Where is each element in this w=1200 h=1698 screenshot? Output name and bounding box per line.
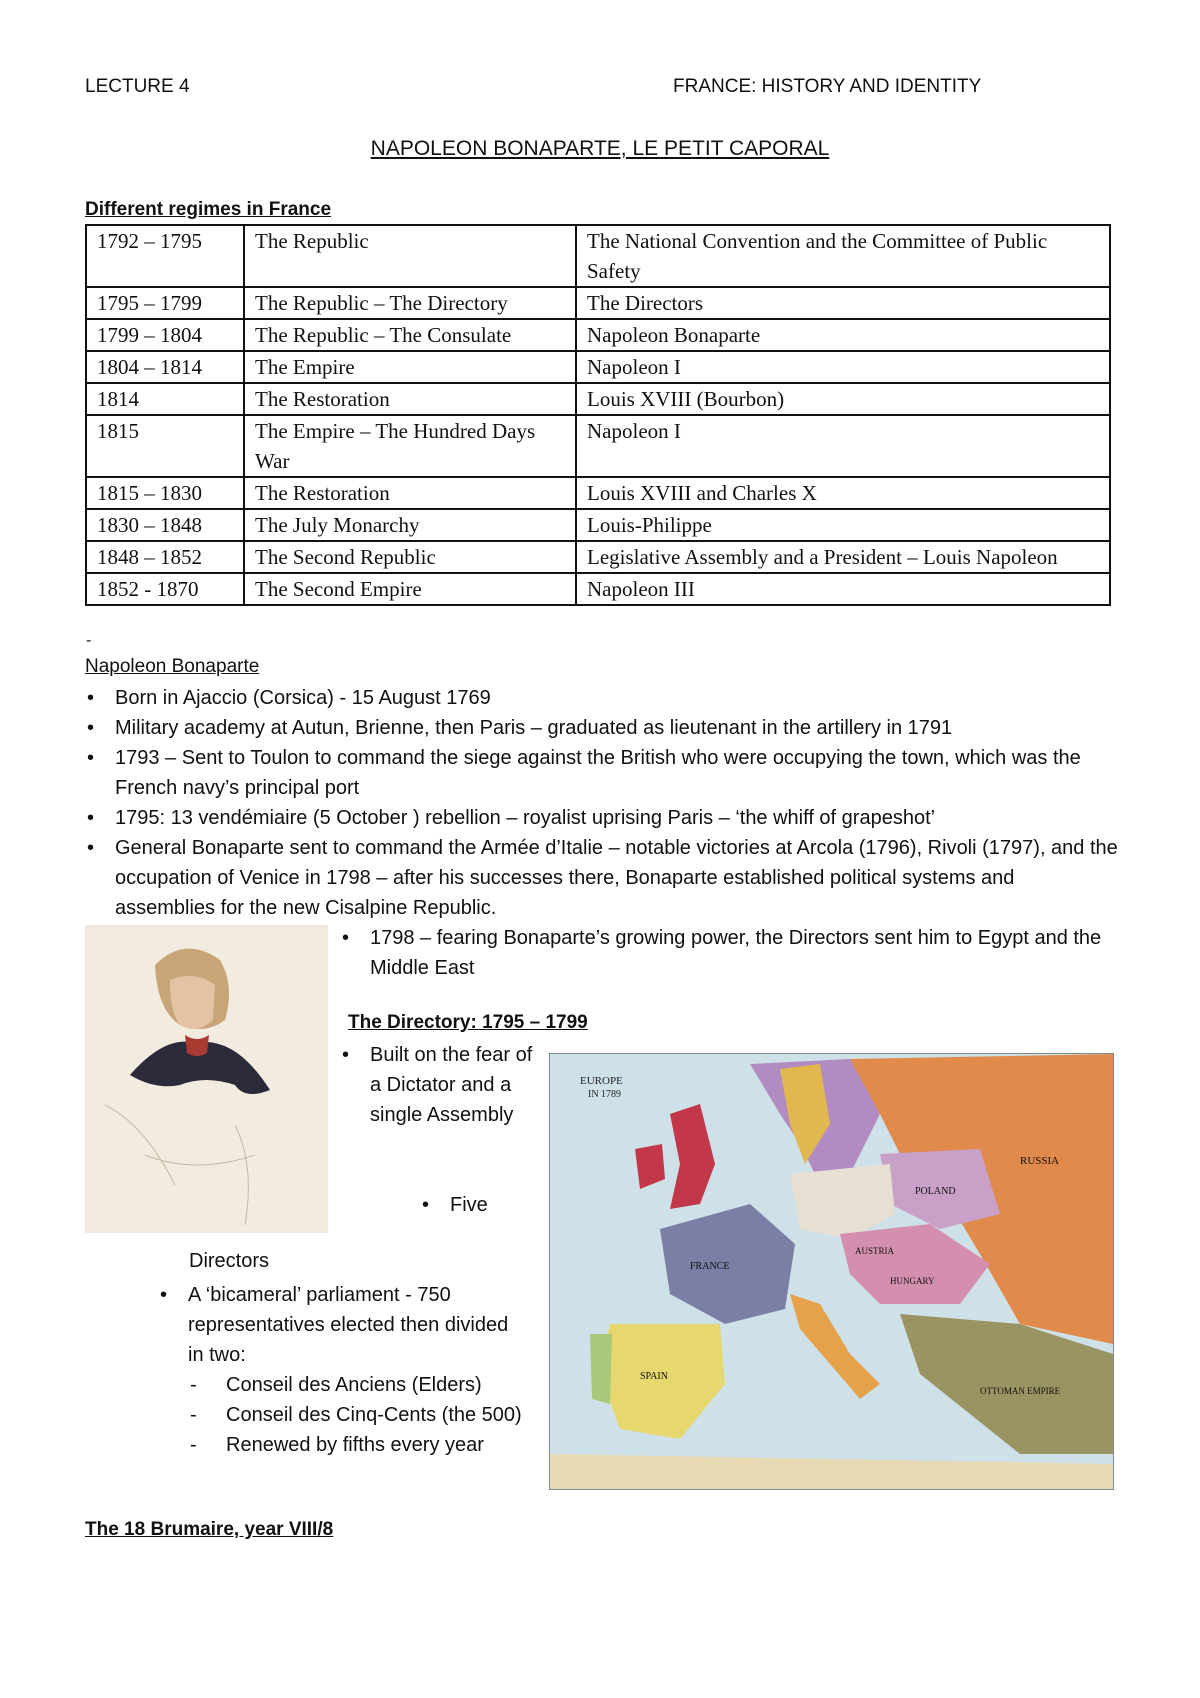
regime-period: 1830 – 1848 [86, 509, 244, 541]
regime-period: 1814 [86, 383, 244, 415]
regime-name: The Restoration [244, 477, 576, 509]
regime-rulers: Louis-Philippe [576, 509, 1110, 541]
regime-row [86, 319, 1110, 351]
five-bullet-list [420, 1190, 540, 1220]
council-dash-list [188, 1370, 523, 1460]
map-label-poland: POLAND [915, 1186, 956, 1197]
napoleon-bullets [85, 683, 1120, 923]
regime-period: 1795 – 1799 [86, 287, 244, 319]
bicameral-bullet-list [158, 1280, 528, 1370]
regime-rulers: Napoleon I [576, 415, 1110, 477]
regime-rulers: Louis XVIII and Charles X [576, 477, 1110, 509]
regime-rulers: Napoleon I [576, 351, 1110, 383]
regime-name: The Republic – The Consulate [244, 319, 576, 351]
map-label-austria: AUSTRIA [855, 1246, 895, 1256]
directory-heading: The Directory: 1795 – 1799 [348, 1012, 588, 1033]
regime-row [86, 509, 1110, 541]
regime-row [86, 573, 1110, 605]
regime-period: 1815 [86, 415, 244, 477]
regime-name: The Republic – The Directory [244, 287, 576, 319]
regimes-heading: Different regimes in France [85, 199, 332, 220]
regime-rulers: Legislative Assembly and a President – Louis Napoleon [576, 541, 1110, 573]
regime-period: 1815 – 1830 [86, 477, 244, 509]
regime-row [86, 351, 1110, 383]
regime-period: 1852 - 1870 [86, 573, 244, 605]
council-dash-item: - Conseil des Anciens (Elders) [188, 1370, 523, 1400]
bicameral-bullet: • A ‘bicameral’ parliament - 750 representatives elected then divided in two: [158, 1280, 528, 1370]
regimes-table [85, 224, 1111, 606]
regime-row [86, 383, 1110, 415]
map-label-ottoman: OTTOMAN EMPIRE [980, 1386, 1061, 1396]
directors-label: Directors [189, 1250, 270, 1272]
regime-name: The Republic [244, 225, 576, 287]
napoleon-bullet-item: • Born in Ajaccio (Corsica) - 15 August 1769 [85, 683, 1120, 713]
napoleon-portrait [85, 925, 328, 1233]
regime-name: The Empire – The Hundred Days War [244, 415, 576, 477]
page-title: NAPOLEON BONAPARTE, LE PETIT CAPORAL [370, 137, 830, 160]
map-label-hungary: HUNGARY [890, 1276, 935, 1286]
regime-row [86, 415, 1110, 477]
napoleon-bullet-item: • General Bonaparte sent to command the Armée d’Italie – notable victories at Arcola (1796), Rivoli (1797), and the occupation of Venice in 1798 – after his successes there, Bonaparte established political systems and assemblies for the new Cisalpine Republic. [85, 833, 1120, 923]
napoleon-bullet-item: • Military academy at Autun, Brienne, then Paris – graduated as lieutenant in the artillery in 1791 [85, 713, 1120, 743]
regime-rulers: The National Convention and the Committee of Public Safety [576, 225, 1110, 287]
regime-row [86, 541, 1110, 573]
regime-period: 1804 – 1814 [86, 351, 244, 383]
header-right: FRANCE: HISTORY AND IDENTITY [673, 76, 982, 97]
brumaire-heading: The 18 Brumaire, year VIII/8 [85, 1519, 334, 1540]
header-left: LECTURE 4 [85, 76, 190, 97]
europe-map [549, 1053, 1114, 1490]
egypt-bullet-list [340, 923, 1125, 983]
napoleon-bullet-item: • 1793 – Sent to Toulon to command the siege against the British who were occupying the town, which was the French navy’s principal port [85, 743, 1120, 803]
napoleon-bullet-item: • 1795: 13 vendémiaire (5 October ) rebellion – royalist uprising Paris – ‘the whiff of grapeshot’ [85, 803, 1120, 833]
regime-row [86, 225, 1110, 287]
regime-period: 1799 – 1804 [86, 319, 244, 351]
map-label-spain: SPAIN [640, 1371, 668, 1382]
regime-row [86, 477, 1110, 509]
regime-row [86, 287, 1110, 319]
regime-period: 1792 – 1795 [86, 225, 244, 287]
egypt-bullet: • 1798 – fearing Bonaparte’s growing power, the Directors sent him to Egypt and the Middle East [340, 923, 1125, 983]
regime-name: The Second Empire [244, 573, 576, 605]
council-dash-item: - Renewed by fifths every year [188, 1430, 523, 1460]
stray-dash: - [86, 632, 92, 649]
council-dash-item: - Conseil des Cinq-Cents (the 500) [188, 1400, 523, 1430]
regime-period: 1848 – 1852 [86, 541, 244, 573]
regime-name: The Restoration [244, 383, 576, 415]
regime-name: The July Monarchy [244, 509, 576, 541]
regime-name: The Empire [244, 351, 576, 383]
five-bullet: • Five [420, 1190, 540, 1220]
map-caption-1: EUROPE [580, 1075, 623, 1087]
regime-rulers: Louis XVIII (Bourbon) [576, 383, 1110, 415]
directory-fear-bullet: • Built on the fear of a Dictator and a single Assembly [340, 1040, 540, 1130]
regime-rulers: Napoleon Bonaparte [576, 319, 1110, 351]
regime-name: The Second Republic [244, 541, 576, 573]
map-label-russia: RUSSIA [1020, 1155, 1060, 1167]
napoleon-heading: Napoleon Bonaparte [85, 656, 260, 677]
regime-rulers: Napoleon III [576, 573, 1110, 605]
map-label-france: FRANCE [690, 1261, 730, 1272]
directory-bullet-list [340, 1040, 540, 1130]
regime-rulers: The Directors [576, 287, 1110, 319]
map-caption-2: IN 1789 [588, 1089, 622, 1100]
